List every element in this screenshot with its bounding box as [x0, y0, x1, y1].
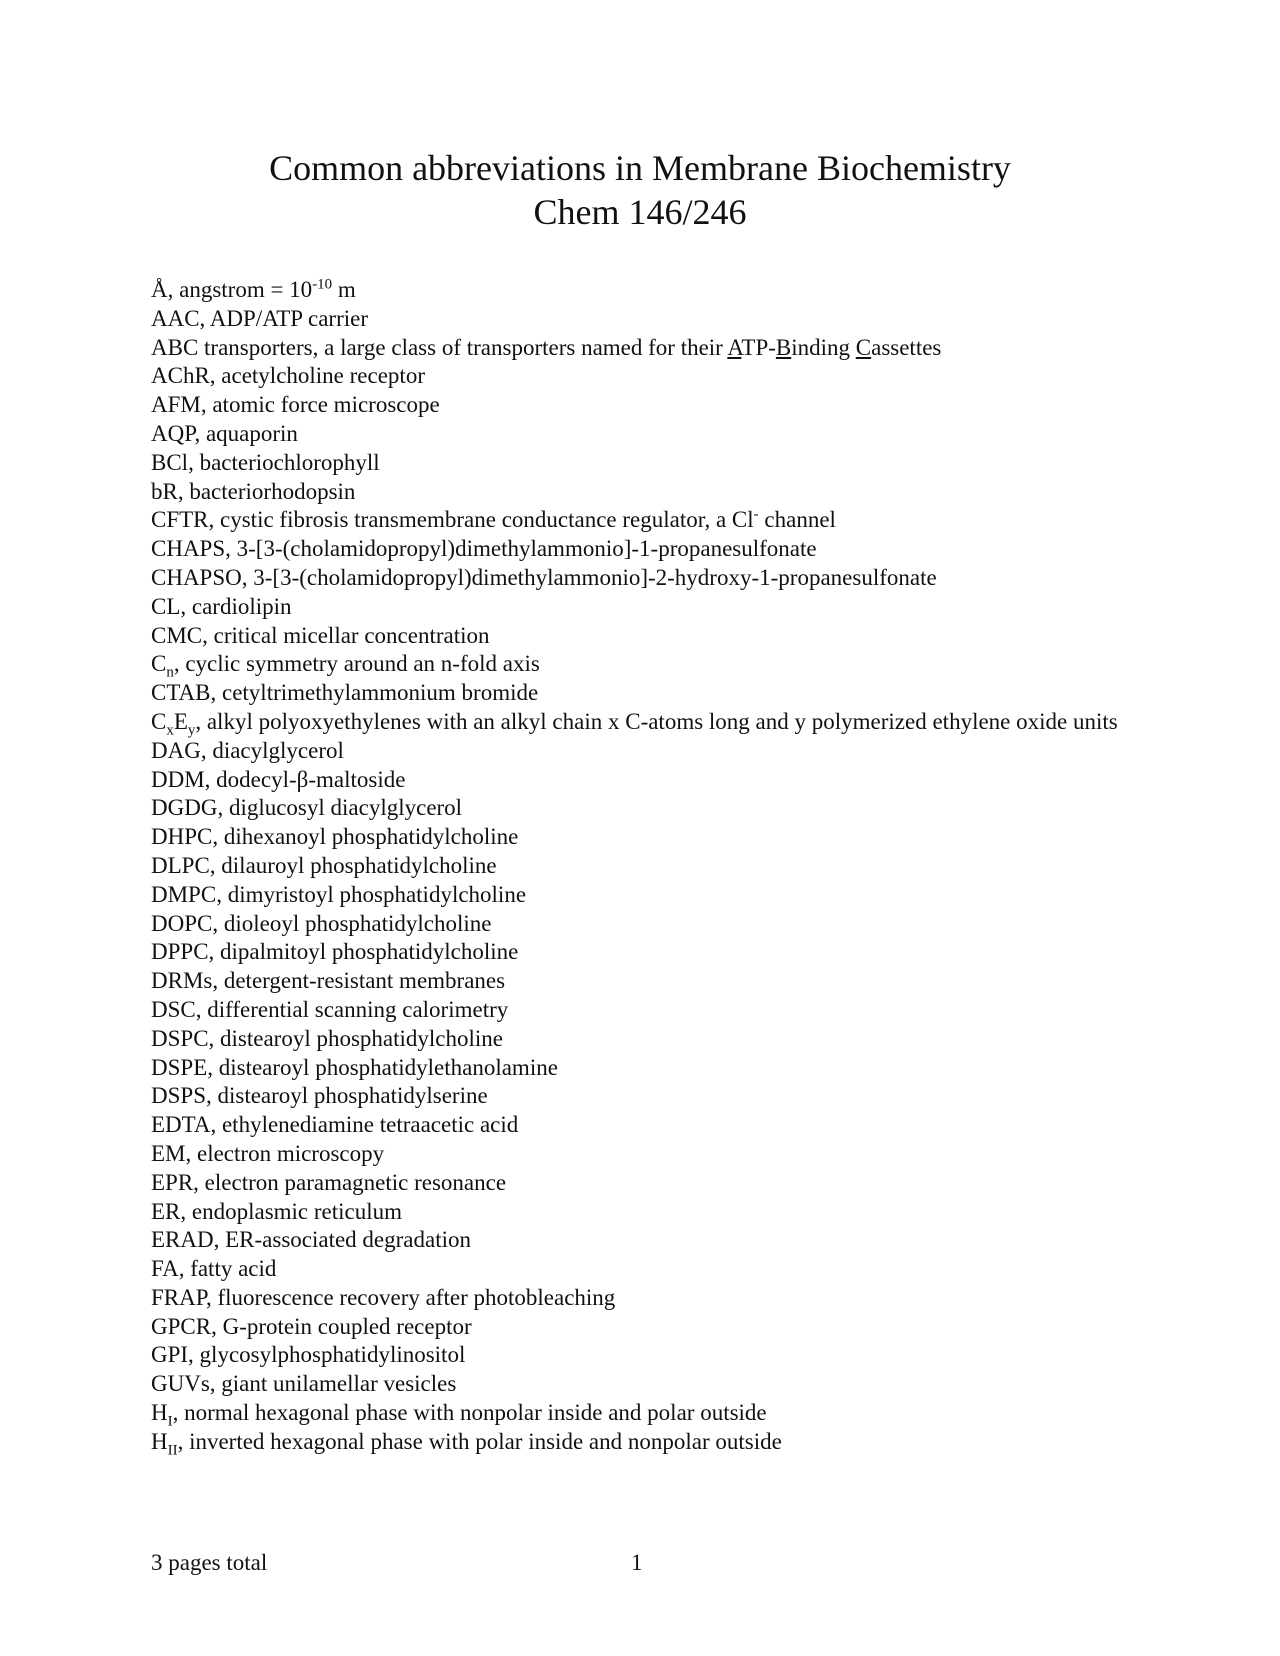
list-item: DMPC, dimyristoyl phosphatidylcholine: [151, 881, 527, 907]
title-line-1: Common abbreviations in Membrane Biochemistry: [269, 148, 1011, 188]
page-number: 1: [631, 1550, 643, 1575]
list-item: AFM, atomic force microscope: [151, 392, 440, 418]
abbreviation-list: [151, 276, 1151, 1457]
list-item: FRAP, fluorescence recovery after photobleaching: [151, 1284, 616, 1310]
list-item: DHPC, dihexanoyl phosphatidylcholine: [151, 824, 519, 850]
list-item: Å, angstrom = $10^{-10}$ m: [151, 276, 356, 302]
list-item: CHAPS, 3-[3-(cholamidopropyl)dimethylammonio]-1-propanesulfonate: [151, 536, 817, 562]
list-item: CMC, critical micellar concentration: [151, 622, 490, 648]
page-count-note: 3 pages total: [151, 1550, 268, 1575]
list-item: EDTA, ethylenediamine tetraacetic acid: [151, 1112, 519, 1138]
list-item: CL, cardiolipin: [151, 593, 292, 619]
list-item: DAG, diacylglycerol: [151, 737, 344, 763]
list-item: bR, bacteriorhodopsin: [151, 478, 356, 504]
list-item: DSPS, distearoyl phosphatidylserine: [151, 1083, 488, 1109]
document-title: [0, 146, 1280, 234]
list-item: DRMs, detergent-resistant membranes: [151, 968, 506, 994]
list-item: CTAB, cetyltrimethylammonium bromide: [151, 680, 539, 706]
list-item: DLPC, dilauroyl phosphatidylcholine: [151, 852, 497, 878]
list-item: DPPC, dipalmitoyl phosphatidylcholine: [151, 939, 519, 965]
list-item: FA, fatty acid: [151, 1256, 277, 1282]
list-item: DOPC, dioleoyl phosphatidylcholine: [151, 910, 492, 936]
list-item: GPI, glycosylphosphatidylinositol: [151, 1342, 466, 1368]
list-item: EPR, electron paramagnetic resonance: [151, 1169, 507, 1195]
list-item: ABC transporters, a large class of transporters named for their ATP-Binding Cassettes: [151, 334, 942, 360]
list-item: EM, electron microscopy: [151, 1140, 385, 1166]
list-item: $H_{II}$, inverted hexagonal phase with polar inside and nonpolar outside: [151, 1428, 782, 1459]
title-line-2: Chem 146/246: [533, 192, 747, 232]
list-item: CFTR, cystic fibrosis transmembrane conductance regulator, a Cl- channel: [151, 506, 836, 533]
list-item: GUVs, giant unilamellar vesicles: [151, 1371, 457, 1397]
list-item: ER, endoplasmic reticulum: [151, 1198, 403, 1224]
list-item: DSPE, distearoyl phosphatidylethanolamine: [151, 1054, 558, 1080]
list-item: CHAPSO, 3-[3-(cholamidopropyl)dimethylammonio]-2-hydroxy-1-propanesulfonate: [151, 564, 937, 590]
list-item: BCl, bacteriochlorophyll: [151, 449, 380, 475]
list-item: AQP, aquaporin: [151, 420, 298, 446]
list-item: $C_n$, cyclic symmetry around an n-fold axis: [151, 651, 540, 681]
list-item: $C_xE_y$, alkyl polyoxyethylenes with an alkyl chain x C-atoms long and y polymerized ethylene oxide units: [151, 708, 1118, 739]
list-item: AChR, acetylcholine receptor: [151, 363, 425, 389]
list-item: $H_I$, normal hexagonal phase with nonpolar inside and polar outside: [151, 1400, 767, 1430]
list-item: GPCR, G-protein coupled receptor: [151, 1313, 472, 1339]
list-item: DDM, dodecyl-β-maltoside: [151, 766, 406, 792]
list-item: DSC, differential scanning calorimetry: [151, 996, 509, 1022]
list-item: DGDG, diglucosyl diacylglycerol: [151, 795, 463, 821]
list-item: ERAD, ER-associated degradation: [151, 1227, 471, 1253]
list-item: AAC, ADP/ATP carrier: [151, 305, 368, 331]
list-item: DSPC, distearoyl phosphatidylcholine: [151, 1025, 504, 1051]
